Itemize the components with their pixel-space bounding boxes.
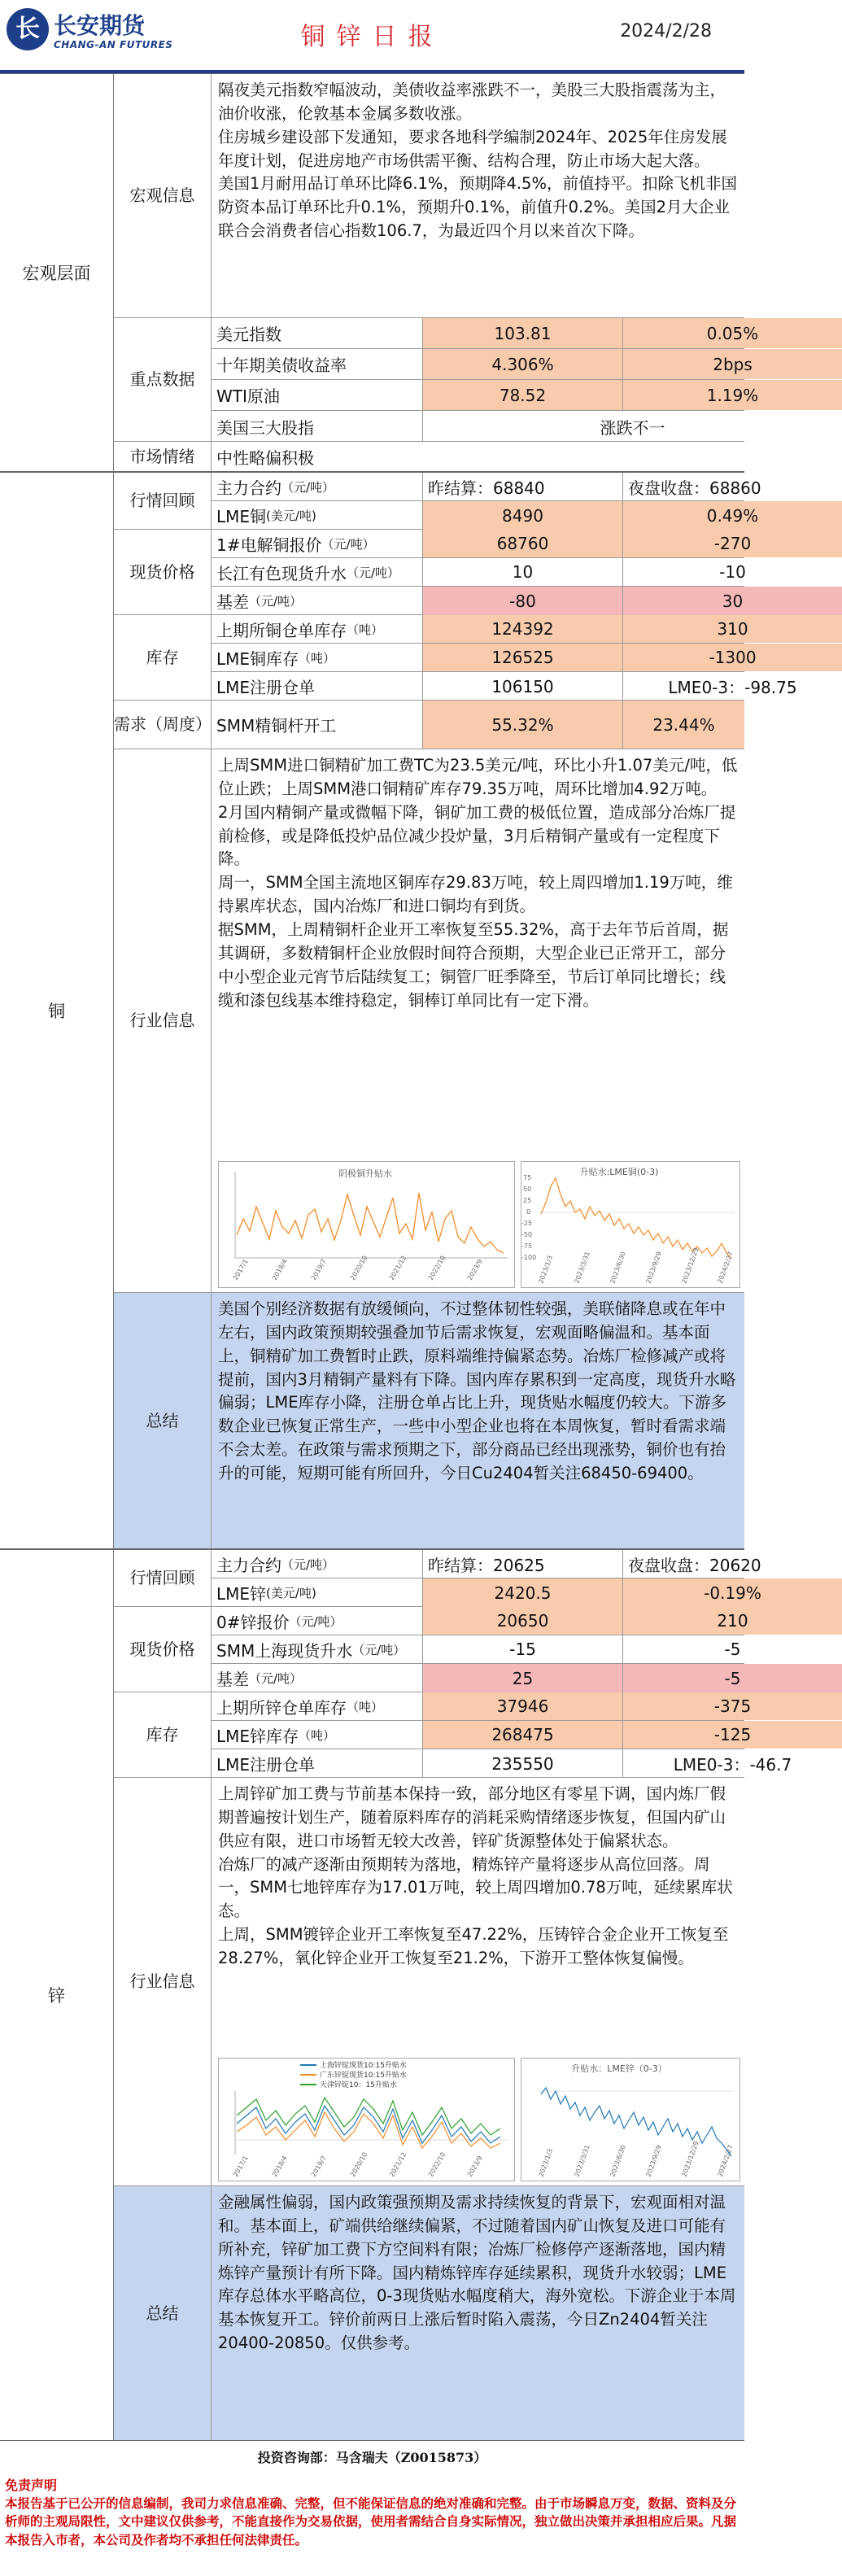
copper-inventory-item: 上期所铜仓单库存 （吨） 124392 310 [212,615,744,644]
copper-inventory-item: LME铜库存 （吨） 126525 -1300 [212,644,744,672]
svg-text:2022/10: 2022/10 [426,1254,447,1281]
copper-inventory-row [114,615,797,701]
macro-info-label: 宏观信息 [114,74,212,317]
zinc-market-label: 行情回顾 [114,1550,212,1606]
disclaimer-title: 免责声明 [5,2478,58,2493]
svg-text:2023/1/3: 2023/1/3 [537,2147,555,2178]
legend-guangdong: 广东锌锭现货10:15升贴水 [320,2072,407,2080]
macro-info-paragraph: 美国1月耐用品订单环比降6.1%，预期降4.5%，前值持平。扣除飞机非国防资本品订单环比升0.1%，预期升0.1%，前值升0.2%。美国2月大企业联合会消费者信心指数106.7，为最近四个月以来首次下降。 [218,174,737,241]
zinc-prev-settle: 昨结算：20625 [423,1550,623,1578]
svg-text:-100: -100 [521,1254,537,1261]
zinc-spot-item: 0#锌报价 （元/吨） 20650 210 [212,1607,744,1635]
svg-text:2023/6/30: 2023/6/30 [609,1251,627,1285]
copper-section [0,472,797,1549]
copper-lme-label: LME铜 (美元/吨) [212,501,423,530]
macro-section [0,73,759,472]
svg-text:2021/12: 2021/12 [387,2150,408,2178]
svg-text:-75: -75 [521,1242,533,1250]
zinc-lme-spread-chart [521,2058,740,2181]
copper-demand-row [114,701,744,749]
svg-text:2022/10: 2022/10 [426,2150,447,2178]
key-data-item: 美国三大股指 涨跌不一 [212,411,744,442]
sentiment-value: 中性略偏积极 [216,448,314,468]
legend-shanghai: 上海锌锭现货10:15升贴水 [320,2062,407,2070]
svg-text:-25: -25 [521,1220,533,1227]
svg-text:2019/7: 2019/7 [309,1258,328,1281]
svg-text:0: 0 [526,1208,531,1216]
report-title: 铜锌日报 [300,23,444,51]
copper-demand-change: 23.44% [623,701,744,749]
zinc-spot-label: 现货价格 [114,1607,212,1692]
key-data-label: 重点数据 [114,318,212,441]
copper-spot-item: 长江有色现货升水 （元/吨） 10 -10 [212,558,744,587]
copper-market-row [114,473,761,530]
svg-text:2020/10: 2020/10 [348,1254,369,1281]
copper-lme-spread-series [541,1178,731,1258]
copper-industry-text [212,749,744,1156]
copper-spot-label: 现货价格 [114,530,212,614]
chart-title: 升贴水:LME铜(0-3) [579,1167,659,1177]
svg-text:2018/4: 2018/4 [270,2155,289,2178]
contact-info: 投资咨询部：马含瑞夫（Z0015873） [257,2450,487,2465]
company-name: 长安期货 [54,12,146,39]
copper-lme-value: 8490 [423,501,623,530]
copper-summary-text: 美国个别经济数据有放缓倾向，不过整体韧性较强，美联储降息或在年中左右，国内政策预期较强叠加节后需求恢复，宏观面略偏温和。基本面上，铜精矿加工费暂时止跌，原料端维持偏紧态势。冶炼厂检修减产或将提前，国内3月精铜产量料有下降。国内库存累积到一定高度，现货升水略偏弱；LME库存小降，注册仓单占比上升，现货贴水幅度仍较大。下游多数企业已恢复正常生产，一些中小型企业也将在本周恢复，暂时看需求端不会太差。在政策与需求预期之下，部分商品已经出现涨势，铜价也有抬升的可能，短期可能有所回升，今日Cu2404暂关注68450-69400。 [212,1293,744,1548]
svg-text:2019/7: 2019/7 [309,2155,328,2178]
copper-premium-series [237,1193,504,1253]
copper-demand-value: 55.32% [423,701,623,749]
copper-demand-label: 需求（周度） [114,701,212,749]
guangdong-premium-series [237,2112,500,2148]
copper-inventory-item: LME注册仓单 106150 LME0-3：-98.75 [212,672,744,701]
copper-spot-item: 1#电解铜报价 （元/吨） 68760 -270 [212,530,744,558]
copper-main-contract: 主力合约 （元/吨） [212,473,423,500]
svg-text:2021/12: 2021/12 [387,1254,408,1281]
copper-summary-label: 总结 [114,1293,212,1548]
macro-info-row [114,74,744,318]
svg-text:2023/12/29: 2023/12/29 [680,1247,700,1285]
sentiment-row [114,442,744,471]
zinc-main-contract: 主力合约 （元/吨） [212,1550,423,1578]
chart-title: 升贴水：LME锌（0-3） [571,2063,667,2074]
macro-category: 宏观层面 [0,74,114,471]
copper-spot-row [114,530,752,615]
zinc-lme-spread-chart-svg [521,2059,739,2181]
disclaimer-text: 本报告基于已公开的信息编制，我司力求信息准确、完整，但不能保证信息的绝对准确和完整。由于市场瞬息万变，数据、资料及分析师的主观局限性，文中建议仅供参考，不能直接作为交易依据，使用者需结合自身实际情况，独立做出决策并承担相应后果。凡据本报告入市者，本公司及作者均不承担任何法律责任。 [5,2495,737,2548]
macro-info-paragraph: 住房城乡建设部下发通知，要求各地科学编制2024年、2025年住房发展年度计划，促进房地产市场供需平衡、结构合理，防止市场大起大落。 [218,127,727,170]
report-footer [0,2441,744,2576]
key-data-item: WTI原油 78.52 1.19% [212,380,744,411]
zinc-inventory-item: LME注册仓单 235550 LME0-3：-46.7 [212,1749,744,1778]
report-header [0,0,744,73]
copper-industry-label: 行业信息 [114,749,212,1292]
zinc-spot-row [114,1607,748,1692]
copper-spot-item: 基差 （元/吨） -80 30 [212,587,744,615]
svg-text:2017/1: 2017/1 [231,1258,250,1281]
svg-text:2023/3/31: 2023/3/31 [573,1251,591,1285]
copper-night-close: 夜盘收盘：68860 [628,478,761,498]
copper-lme-spread-chart-svg [521,1162,739,1287]
copper-industry-paragraph: 上周SMM进口铜精矿加工费TC为23.5美元/吨，环比小升1.07美元/吨，低位止跌；上周SMM港口铜精矿库存79.35万吨，周环比增加4.92万吨。 [218,756,738,798]
key-data-item: 美元指数 103.81 0.05% [212,318,744,349]
zinc-section [0,1549,792,2441]
zinc-industry-paragraph: 上周锌矿加工费与节前基本保持一致，部分地区有零星下调，国内炼厂假期普遍按计划生产，随着原料库存的消耗采购情绪逐步恢复，但国内矿山供应有限，进口市场暂无较大改善，锌矿货源整体处于偏紧状态。 [218,1784,726,1850]
copper-lme-spread-chart [521,1161,740,1288]
zinc-spot-item: SMM上海现货升水 （元/吨） -15 -5 [212,1635,744,1664]
svg-text:2023/9: 2023/9 [465,2155,484,2178]
copper-industry-paragraph: 据SMM，上周精铜杆企业开工率恢复至55.32%，高于去年节后首周，据其调研，多数精铜杆企业放假时间符合预期，大型企业已正常开工，部分中小型企业元宵节后陆续复工；铜管厂旺季降至，节后订单同比增长；线缆和漆包线基本维持稳定，铜棒订单同比有一定下滑。 [218,920,729,1010]
legend-tianjin: 天津锌锭10：15升贴水 [320,2081,397,2089]
copper-industry-paragraph: 2月国内精铜产量或微幅下降，铜矿加工费的极低位置，造成部分冶炼厂提前检修，或是降低投炉品位减少投炉量，3月后精铜产量或有一定程度下降。 [218,802,736,869]
copper-premium-chart [218,1161,515,1288]
macro-info-paragraph: 隔夜美元指数窄幅波动，美债收益率涨跌不一，美股三大股指震荡为主，油价收涨，伦敦基本金属多数收涨。 [218,81,726,123]
svg-text:2024/2/27: 2024/2/27 [716,1251,735,1285]
svg-text:2018/4: 2018/4 [270,1258,289,1281]
svg-text:2023/9: 2023/9 [465,1258,484,1281]
zinc-lme-change: -0.19% [623,1578,842,1607]
zinc-industry-paragraph: 冶炼厂的减产逐渐由预期转为落地，精炼锌产量将逐步从高位回落。周一，SMM七地锌库存为17.01万吨，较上周四增加0.78万吨，延续累库状态。 [218,1854,733,1921]
svg-text:2023/3/31: 2023/3/31 [573,2144,591,2178]
zinc-inventory-item: 上期所锌仓单库存 （吨） 37946 -375 [212,1692,744,1721]
copper-industry-paragraph: 周一，SMM全国主流地区铜库存29.83万吨，较上周四增加1.19万吨，维持累库状态，国内冶炼厂和进口铜均有到货。 [218,873,733,916]
svg-text:2023/1/3: 2023/1/3 [537,1254,555,1285]
zinc-inventory-row [114,1692,792,1778]
macro-info-text [212,74,744,317]
copper-industry-row [114,749,744,1293]
svg-text:2023/9/29: 2023/9/29 [644,1251,663,1285]
copper-demand-name: SMM精铜杆开工 [212,701,423,749]
svg-text:75: 75 [523,1174,532,1181]
svg-text:2020/10: 2020/10 [348,2150,369,2178]
zinc-industry-text [212,1778,744,2053]
copper-inventory-label: 库存 [114,615,212,700]
company-name-en: CHANG-AN FUTURES [54,39,173,50]
zinc-lme-label: LME锌 (美元/吨) [212,1578,423,1607]
copper-lme-change: 0.49% [623,501,842,530]
company-logo-icon: 长 [7,8,49,50]
zinc-category: 锌 [0,1550,114,2440]
copper-summary-row [114,1293,744,1548]
svg-text:-50: -50 [521,1231,533,1238]
svg-text:2017/1: 2017/1 [231,2155,250,2178]
key-data-item: 十年期美债收益率 4.306% 2bps [212,349,744,380]
copper-premium-chart-svg [219,1162,514,1287]
zinc-premium-chart [218,2058,515,2181]
copper-market-label: 行情回顾 [114,473,212,529]
copper-prev-settle: 昨结算：68840 [423,473,623,500]
zinc-inventory-item: LME锌库存 （吨） 268475 -125 [212,1721,744,1749]
zinc-spot-item: 基差 （元/吨） 25 -5 [212,1664,744,1692]
zinc-industry-paragraph: 上周，SMM镀锌企业开工率恢复至47.22%，压铸锌合金企业开工恢复至28.27%，氧化锌企业开工恢复至21.2%，下游开工整体恢复偏慢。 [218,1925,729,1968]
zinc-industry-row [114,1778,744,2186]
report-date: 2024/2/28 [620,21,712,41]
svg-text:50: 50 [523,1185,532,1193]
zinc-market-row [114,1550,761,1607]
zinc-lme-spread-series [541,2088,731,2156]
zinc-premium-chart-svg [219,2059,514,2181]
svg-text:25: 25 [523,1197,532,1204]
chart-title: 阴极铜升贴水 [338,1168,392,1179]
copper-category: 铜 [0,473,114,1548]
svg-text:2023/9/29: 2023/9/29 [644,2144,663,2178]
zinc-lme-value: 2420.5 [423,1578,623,1607]
zinc-summary-text: 金融属性偏弱，国内政策强预期及需求持续恢复的背景下，宏观面相对温和。基本面上，矿端供给继续偏紧，不过随着国内矿山恢复及进口可能有所补充，锌矿加工费下方空间料有限；冶炼厂检修停产逐渐落地，国内精炼锌产量预计有所下降。国内精炼锌库存延续累积，现货升水较弱；LME库存总体水平略高位，0-3现货贴水幅度稍大，海外宽松。下游企业于本周基本恢复开工。锌价前两日上涨后暂时陷入震荡，今日Zn2404暂关注20400-20850。仅供参考。 [212,2186,744,2440]
svg-text:2023/12/29: 2023/12/29 [680,2140,700,2178]
zinc-summary-row [114,2186,744,2440]
svg-text:2024/2/27: 2024/2/27 [716,2144,735,2178]
key-data-row [114,318,759,442]
sentiment-label: 市场情绪 [114,442,212,471]
svg-text:2023/6/30: 2023/6/30 [609,2144,627,2178]
tianjin-premium-series [237,2098,500,2135]
zinc-night-close: 夜盘收盘：20620 [628,1555,761,1575]
zinc-inventory-label: 库存 [114,1692,212,1777]
zinc-summary-label: 总结 [114,2186,212,2440]
zinc-industry-label: 行业信息 [114,1778,212,2185]
